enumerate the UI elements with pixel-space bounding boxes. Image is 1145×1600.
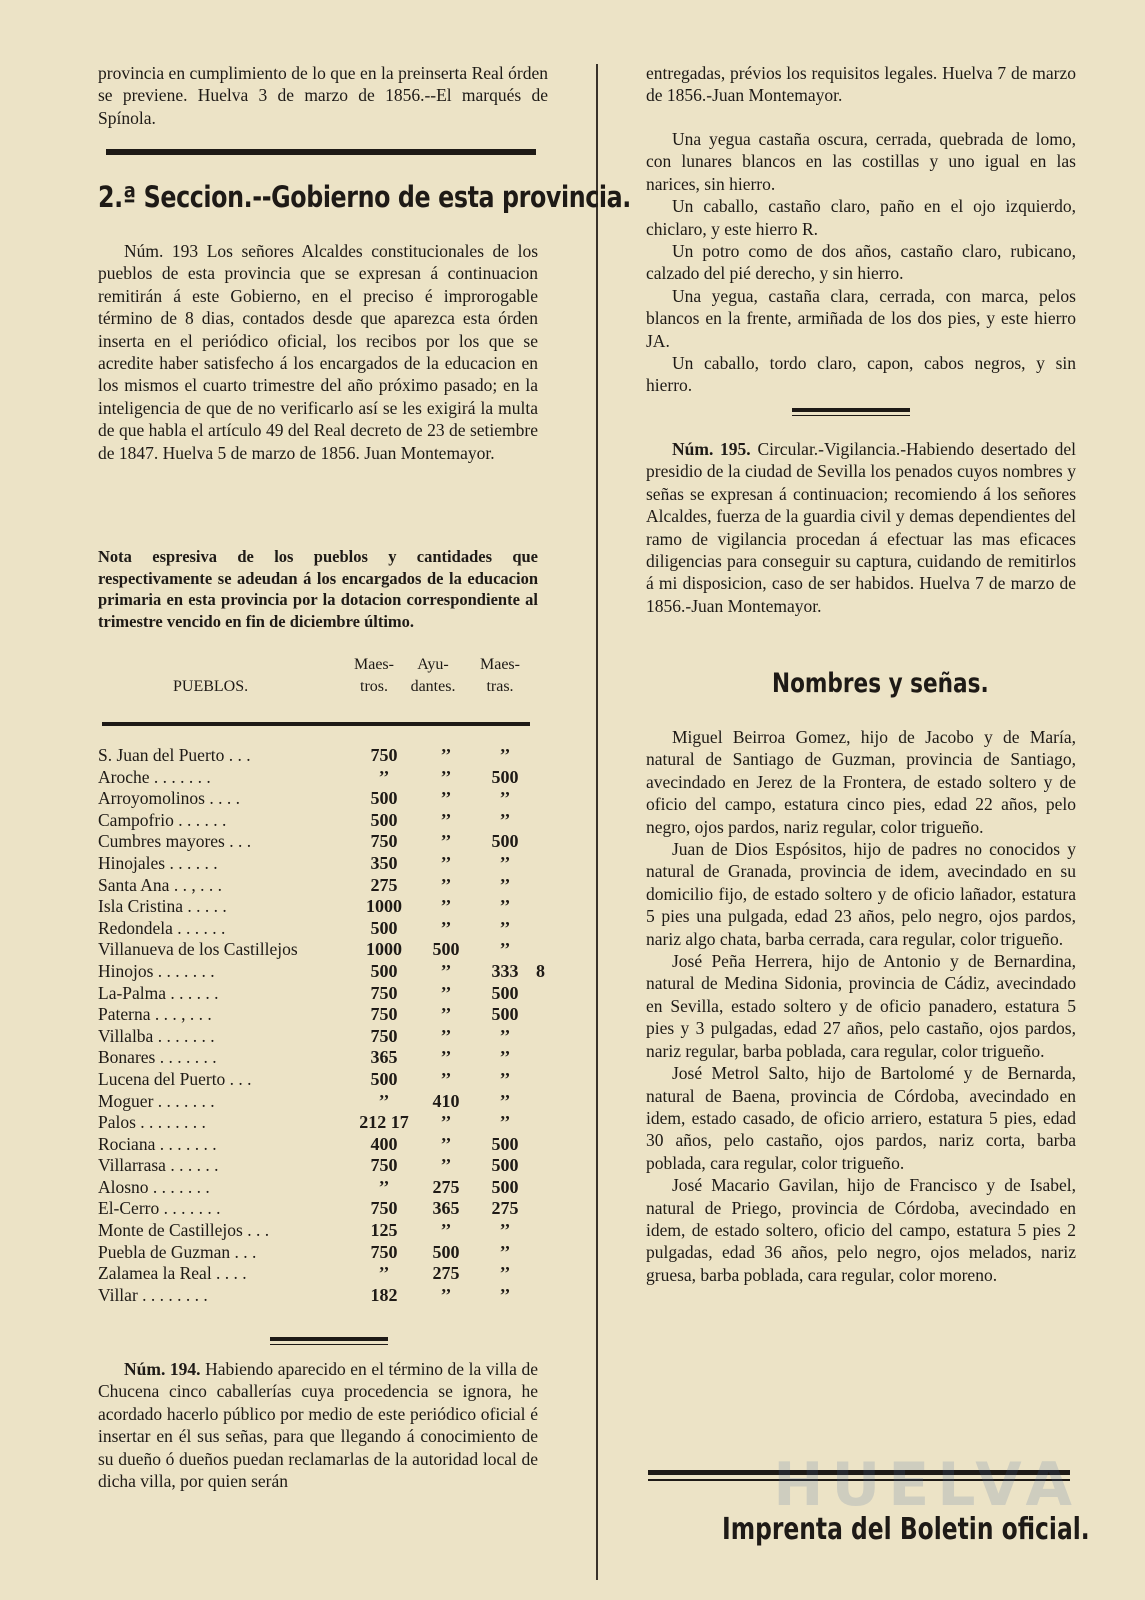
town-name: Villanueva de los Castillejos [98,939,298,960]
maestros-value: 500 [370,917,398,938]
ayudantes-value: ’’ [440,1068,452,1089]
section-rule [106,149,536,155]
animal-item: Un caballo, tordo claro, capon, cabos negros, y sin hierro. [646,353,1076,396]
table-row [98,853,548,875]
extra-value: 8 [536,960,545,981]
table-row [98,1026,548,1048]
animals-list [646,128,1076,397]
header-maestras: Maes- tras. [480,656,520,695]
extra-value [533,853,548,875]
town-name: Puebla de Guzman . . . [98,1241,257,1262]
ayudantes-value: ’’ [440,917,452,938]
table-row [98,1198,548,1220]
extra-value [533,810,548,832]
ayudantes-value: ’’ [440,1004,452,1025]
column-divider [596,64,598,1580]
town-name: Hinojos . . . . . . . [98,960,215,981]
num195-text: Circular.-Vigilancia.-Habiendo desertado del presidio de la ciudad de Sevilla los penados cuyos nombres y señas se expresan á continuacion; recomiendo á los señores Alcaldes, fuerza de la guardia civil y demas dependientes del ramo de vigilancia procedan á efectuar las mas eficaces diligencias para conseguir su captura, cuidando de remitirlos á mi disposicion, caso de ser habidos. Huelva 7 de marzo de 1856.-Juan Montemayor. [646,439,1076,616]
town-name: Cumbres mayores . . . [98,831,252,852]
maestras-value: 500 [491,1176,519,1197]
maestras-value: ’’ [499,1112,511,1133]
maestros-value: 750 [370,1155,398,1176]
maestros-value: 750 [370,1025,398,1046]
table-row [98,961,548,983]
person-item: José Peña Herrera, hijo de Antonio y de Bernardina, natural de Medina Sidonia, provincia de Cádiz, avecindado en Sevilla, estado soltero y de oficio panadero, estatura 5 pies y 3 pulgadas, edad 27 años, pelo castaño, ojos pardos, nariz regular, barba poblada, cara regular, color trigueño. [646,951,1076,1061]
table-row [98,983,548,1005]
table-row [98,745,548,767]
extra-value [533,1177,548,1199]
maestros-value: 500 [370,1068,398,1089]
table-row [98,1134,548,1156]
maestros-value: 750 [370,831,398,852]
extra-value [533,1220,548,1242]
maestras-value: ’’ [499,788,511,809]
ayudantes-value: ’’ [440,788,452,809]
ayudantes-value: ’’ [440,766,452,787]
extra-value [533,1198,548,1220]
table-row [98,1177,548,1199]
ayudantes-value: ’’ [440,809,452,830]
table-row [98,1220,548,1242]
maestras-value: ’’ [499,1284,511,1305]
num195-paragraph [646,438,1076,617]
ayudantes-value: ’’ [440,874,452,895]
extra-value [533,1047,548,1069]
maestras-value: 500 [491,766,519,787]
maestras-value: ’’ [499,852,511,873]
maestras-value: 500 [491,1133,519,1154]
small-rule-right-thin [792,415,910,416]
table-row [98,875,548,897]
extra-value [533,767,548,789]
town-name: Monte de Castillejos . . . [98,1220,270,1241]
ayudantes-value: ’’ [440,1047,452,1068]
ayudantes-value: ’’ [440,1112,452,1133]
animal-item: Una yegua, castaña clara, cerrada, con marca, pelos blancos en la frente, armiñada de los dos pies, y este hierro JA. [646,285,1076,351]
maestros-value: 400 [370,1133,398,1154]
maestros-value: 1000 [366,896,402,917]
nota-text: Nota espresiva de los pueblos y cantidades que respectivamente se adeudan á los encargados de la educacion primaria en esta provincia por la dotacion correspondiente al trimestre vencido en fin de diciembre último. [98,547,538,631]
small-rule-left-thin [270,1344,388,1345]
maestros-value: ’’ [378,1263,390,1284]
table-row [98,788,548,810]
maestros-value: 750 [370,1241,398,1262]
maestros-value: 750 [370,1004,398,1025]
table-row [98,1112,548,1134]
animal-item: Un caballo, castaño claro, paño en el ojo izquierdo, chiclaro, y este hierro R. [646,196,1076,239]
ayudantes-value: 500 [432,1241,460,1262]
extra-value [533,875,548,897]
table-row [98,1091,548,1113]
maestras-value: ’’ [499,939,511,960]
extra-value [533,1263,548,1285]
ayudantes-value: ’’ [440,1025,452,1046]
maestros-value: ’’ [378,766,390,787]
persons-list [646,726,1076,1286]
maestras-value: ’’ [499,809,511,830]
maestros-value: 500 [370,788,398,809]
person-item: Juan de Dios Espósitos, hijo de padres no conocidos y natural de Granada, provincia de idem, avecindado en su domicilio fijo, de estado soltero y de oficio lañador, estatura 5 pies una pulgada, edad 23 años, pelo negro, ojos pardos, nariz algo chata, barba cerrada, cara regular, color trigueño. [646,839,1076,949]
maestros-value: 182 [370,1284,398,1305]
ayudantes-value: ’’ [440,896,452,917]
town-name: Aroche . . . . . . . [98,766,211,787]
ayudantes-value: ’’ [440,982,452,1003]
nota-heading [98,546,538,632]
extra-value [533,1134,548,1156]
maestras-value: 500 [491,1004,519,1025]
maestros-value: 750 [370,745,398,765]
maestros-value: 350 [370,852,398,873]
maestras-value: 333 [491,960,519,981]
maestras-value: ’’ [499,1220,511,1241]
maestros-value: 365 [370,1047,398,1068]
towns-table [98,745,548,1306]
extra-value [533,1155,548,1177]
town-name: Santa Ana . . , . . . [98,874,222,895]
maestras-value: 500 [491,1155,519,1176]
table-row [98,831,548,853]
maestros-value: ’’ [378,1090,390,1111]
header-ayudantes: Ayu- dantes. [410,656,456,695]
maestras-value: ’’ [499,917,511,938]
ayudantes-value: 500 [432,939,460,960]
ayudantes-value: ’’ [440,1220,452,1241]
library-watermark: HUELVA [773,1450,1080,1520]
intro-text: provincia en cumplimiento de lo que en la preinserta Real órden se previene. Huelva 3 de marzo de 1856.--El marqués de Spínola. [98,63,548,128]
table-rule [102,722,530,726]
header-maestros: Maes- tros. [354,656,394,695]
num193-text: Los señores Alcaldes constitucionales de los pueblos de esta provincia que se expresan á continuacion remitirán á este Gobierno, en el preciso é improrogable término de 8 dias, contados desde que aparezca esta órden inserta en el periódico oficial, los recibos por los que se acredite haber satisfecho á los encargados de la educacion en los mismos el cuarto trimestre del año próximo pasado; en la inteligencia de que de no verificarlo así se les exigirá la multa de que habla el artículo 49 del Real decreto de 23 de setiembre de 1847. Huelva 5 de marzo de 1856. Juan Montemayor. [98,241,539,463]
ayudantes-value: ’’ [440,1284,452,1305]
num194-label: Núm. 194. [124,1359,201,1379]
maestros-value: 275 [370,874,398,895]
maestros-value: 500 [370,960,398,981]
maestras-value: ’’ [499,1263,511,1284]
maestras-value: 500 [491,831,519,852]
maestras-value: ’’ [499,1090,511,1111]
nombres-title: Nombres y señas. [772,668,989,699]
maestras-value: ’’ [499,1047,511,1068]
maestros-value: 1000 [366,939,402,960]
ayudantes-value: ’’ [440,831,452,852]
town-name: La-Palma . . . . . . [98,982,219,1003]
animal-item: Un potro como de dos años, castaño claro, rubicano, calzado del pié derecho, y sin hierro. [646,241,1076,284]
imprenta-footer: Imprenta del Boletin oficial. [722,1512,1090,1547]
small-rule-right [792,408,910,412]
maestros-value: 750 [370,982,398,1003]
person-item: Miguel Beirroa Gomez, hijo de Jacobo y de María, natural de Santiago de Guzman, provincia de Santiago, avecindado en Jerez de la Frontera, de estado soltero y de oficio del campo, estatura cinco pies, edad 22 años, pelo negro, ojos pardos, nariz regular, color trigueño. [646,727,1076,837]
town-name: S. Juan del Puerto . . . [98,745,251,765]
maestras-value: ’’ [499,745,511,765]
maestros-value: 125 [370,1220,398,1241]
extra-value [533,983,548,1005]
extra-value [533,918,548,940]
town-name: Bonares . . . . . . . [98,1047,217,1068]
table-row [98,1069,548,1091]
town-name: Alosno . . . . . . . [98,1176,210,1197]
town-name: Villalba . . . . . . . [98,1025,215,1046]
table-row [98,1263,548,1285]
extra-value [533,745,548,767]
ayudantes-value: ’’ [440,745,452,765]
town-name: Villar . . . . . . . . [98,1284,208,1305]
maestras-value: ’’ [499,1241,511,1262]
town-name: Isla Cristina . . . . . [98,896,227,917]
table-row [98,1242,548,1264]
maestros-value: ’’ [378,1176,390,1197]
table-header [98,652,548,710]
extra-value [533,1026,548,1048]
maestros-value: 212 17 [359,1112,409,1133]
maestras-value: 500 [491,982,519,1003]
table-row [98,767,548,789]
ayudantes-value: 365 [432,1198,460,1219]
town-name: Zalamea la Real . . . . [98,1263,247,1284]
table-row [98,810,548,832]
extra-value [533,939,548,961]
town-name: Rociana . . . . . . . [98,1133,217,1154]
person-item: José Metrol Salto, hijo de Bartolomé y de Bernarda, natural de Baena, provincia de Córdoba, avecindado en idem, estado casado, de oficio arriero, estatura 5 pies, edad 30 años, pelo castaño, ojos pardos, nariz corta, barba poblada, cara regular, color trigueño. [646,1063,1076,1173]
ayudantes-value: 410 [432,1090,460,1111]
num193-label: Núm. 193 [124,241,199,261]
ayudantes-value: ’’ [440,1133,452,1154]
animal-item: Una yegua castaña oscura, cerrada, quebrada de lomo, con lunares blancos en las costillas y uno igual en las narices, sin hierro. [646,129,1076,194]
table-row [98,1004,548,1026]
table-row [98,918,548,940]
extra-value [533,1091,548,1113]
extra-value [533,1112,548,1134]
extra-value [533,831,548,853]
maestras-value: 275 [491,1198,519,1219]
ayudantes-value: ’’ [440,852,452,873]
table-row [98,896,548,918]
ayudantes-value: 275 [432,1263,460,1284]
header-pueblos: PUEBLOS. [173,678,249,695]
ayudantes-value: 275 [432,1176,460,1197]
maestros-value: 500 [370,809,398,830]
maestros-value: 750 [370,1198,398,1219]
extra-value [533,788,548,810]
extra-value [533,1004,548,1026]
table-row [98,1047,548,1069]
town-name: Paterna . . . , . . . [98,1004,212,1025]
table-row [98,939,548,961]
small-rule-left [270,1337,388,1341]
num194-text: Habiendo aparecido en el término de la villa de Chucena cinco caballerías cuya procedencia se ignora, he acordado hacerlo público por medio de este periódico oficial é insertar en él sus señas, para que llegando á conocimiento de su dueño ó dueños puedan reclamarlas de la autoridad local de dicha villa, por quien serán [98,1359,539,1492]
table-row [98,1285,548,1307]
maestras-value: ’’ [499,896,511,917]
town-name: Moguer . . . . . . . [98,1090,215,1111]
town-name: El-Cerro . . . . . . . [98,1198,221,1219]
town-name: Redondela . . . . . . [98,917,226,938]
town-name: Villarrasa . . . . . . [98,1155,219,1176]
table-row [98,1155,548,1177]
town-name: Lucena del Puerto . . . [98,1068,252,1089]
section-title: 2.ª Seccion.--Gobierno de esta provincia. [98,180,631,214]
num193-paragraph [98,240,538,464]
maestras-value: ’’ [499,874,511,895]
extra-value [533,1242,548,1264]
town-name: Arroyomolinos . . . . [98,788,240,809]
extra-value [533,896,548,918]
extra-value [533,1069,548,1091]
maestras-value: ’’ [499,1025,511,1046]
town-name: Hinojales . . . . . . [98,852,218,873]
town-name: Palos . . . . . . . . [98,1112,206,1133]
num194-continuation: entregadas, prévios los requisitos legales. Huelva 7 de marzo de 1856.-Juan Montemayor. [646,63,1076,106]
town-name: Campofrio . . . . . . [98,809,227,830]
num195-label: Núm. 195. [672,439,751,459]
maestras-value: ’’ [499,1068,511,1089]
extra-value [533,1285,548,1307]
num194-paragraph [98,1358,538,1492]
ayudantes-value: ’’ [440,960,452,981]
person-item: José Macario Gavilan, hijo de Francisco y de Isabel, natural de Priego, provincia de Córdoba, avecindado en idem, de estado soltero, oficio del campo, estatura 5 pies 2 pulgadas, edad 36 años, pelo negro, ojos melados, nariz gruesa, barba poblada, cara regular, color moreno. [646,1175,1076,1285]
ayudantes-value: ’’ [440,1155,452,1176]
